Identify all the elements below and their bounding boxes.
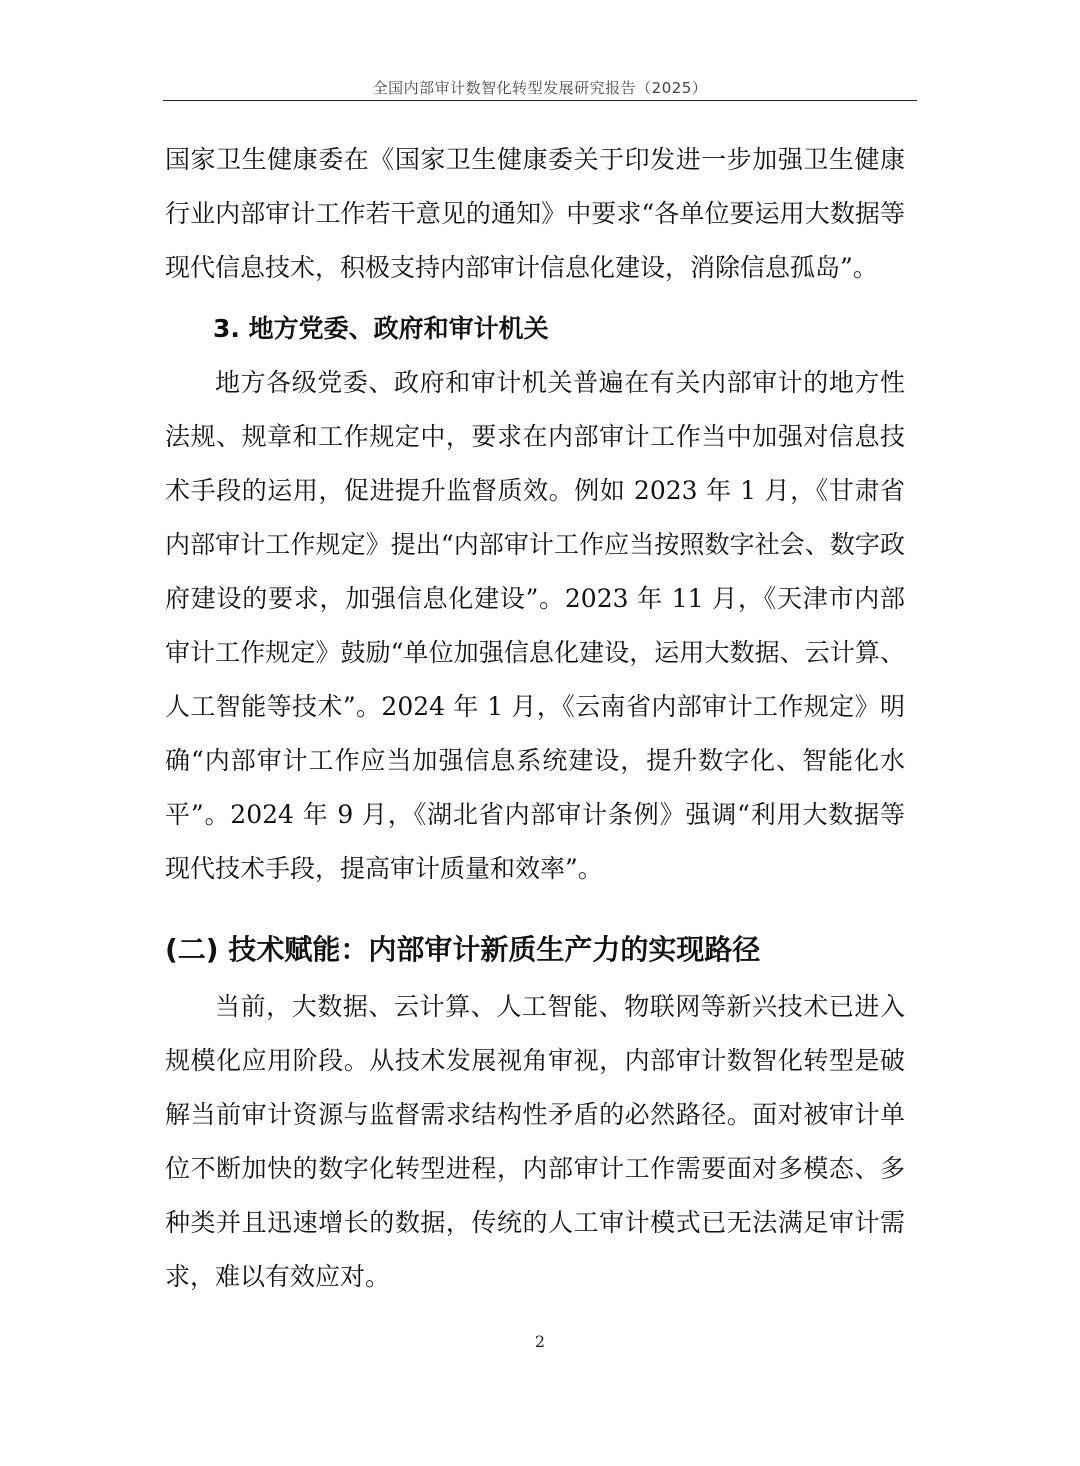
running-header: 全国内部审计数智化转型发展研究报告（2025） <box>372 79 708 97</box>
paragraph-local-regulations: 地方各级党委、政府和审计机关普遍在有关内部审计的地方性法规、规章和工作规定中，要求在内部审计工作当中加强对信息技术手段的运用，促进提升监督质效。例如 2023 年 1 月，《甘肃省内部审计工作规定》提出“内部审计工作应当按照数字社会、数字政府建设的要求，加强信息化建设”。2023 年 11 月，《天津市内部审计工作规定》鼓励“单位加强信息化建设，运用大数据、云计算、人工智能等技术”。2024 年 1 月，《云南省内部审计工作规定》明确“内部审计工作应当加强信息系统建设，提升数字化、智能化水平”。2024 年 9 月，《湖北省内部审计条例》强调“利用大数据等现代技术手段，提高审计质量和效率”。 <box>165 368 905 883</box>
paragraph-health-commission: 国家卫生健康委在《国家卫生健康委关于印发进一步加强卫生健康行业内部审计工作若干意见的通知》中要求“各单位要运用大数据等现代信息技术，积极支持内部审计信息化建设，消除信息孤岛”。 <box>165 145 905 282</box>
subheading-local-party-government: 3. 地方党委、政府和审计机关 <box>213 314 549 343</box>
page-number: 2 <box>534 1332 546 1351</box>
header-divider <box>163 100 917 101</box>
paragraph-emerging-technologies: 当前，大数据、云计算、人工智能、物联网等新兴技术已进入规模化应用阶段。从技术发展视角审视，内部审计数智化转型是破解当前审计资源与监督需求结构性矛盾的必然路径。面对被审计单位不断加快的数字化转型进程，内部审计工作需要面对多模态、多种类并且迅速增长的数据，传统的人工审计模式已无法满足审计需求，难以有效应对。 <box>165 992 905 1291</box>
section-heading-tech-empowerment: (二) 技术赋能：内部审计新质生产力的实现路径 <box>165 933 761 966</box>
